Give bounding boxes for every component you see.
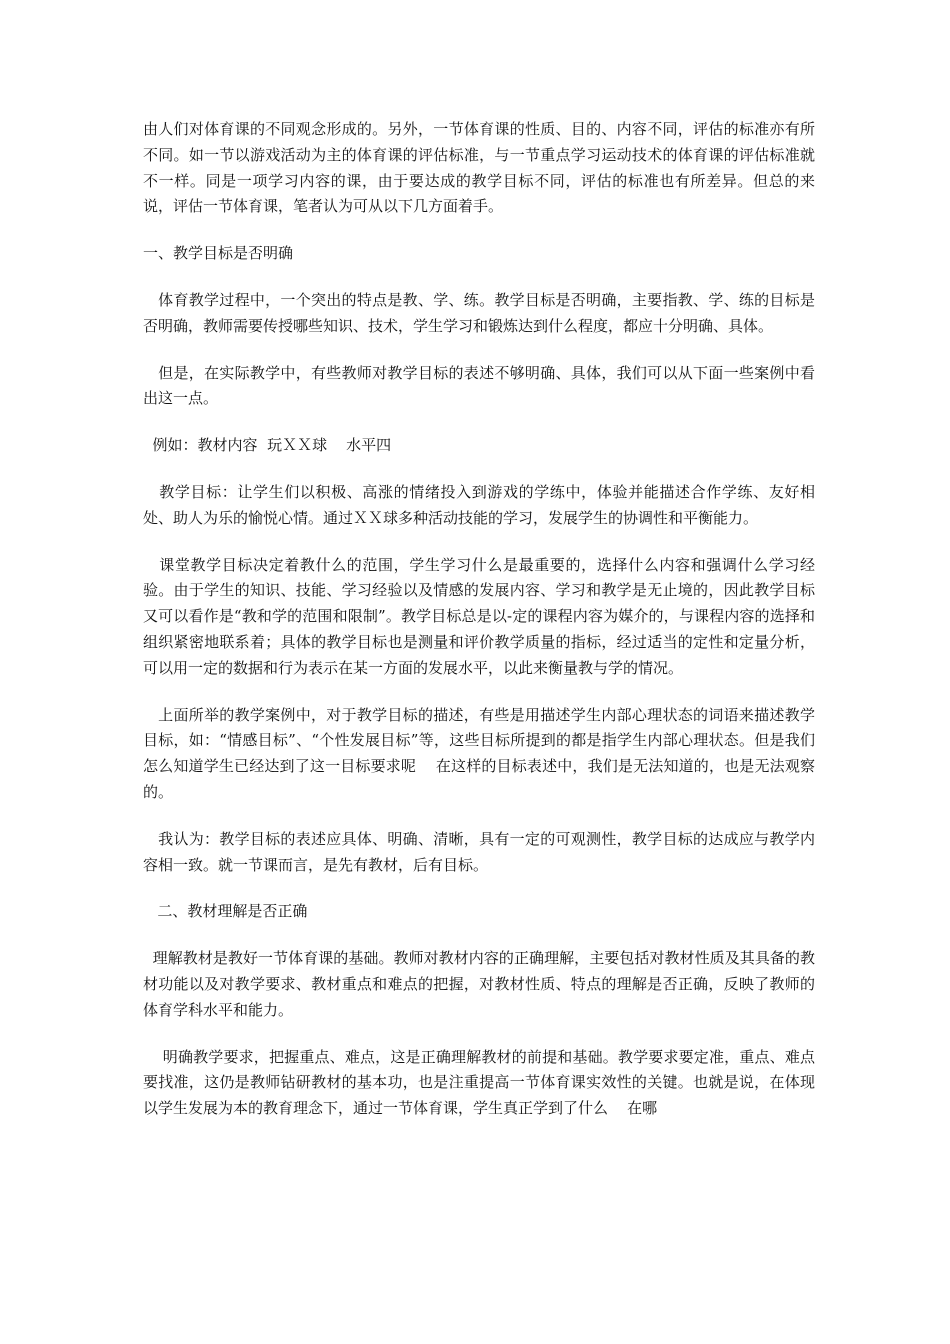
paragraph-example: 例如：教材内容 玩ＸＸ球 水平四 [143,436,392,455]
paragraph-gap [143,412,815,433]
paragraph-opinion: 我认为：教学目标的表述应具体、明确、清晰，具有一定的可观测性，教学目标的达成应与教学内容相一致。就一节课而言，是先有教材，后有目标。 [143,829,815,874]
paragraph-gap [143,878,815,899]
paragraph-gap [143,682,815,703]
paragraph-teaching-goal: 教学目标：让学生们以积极、高涨的情绪投入到游戏的学练中，体验并能描述合作学练、友好相处、助人为乐的愉悦心情。通过ＸＸ球多种活动技能的学习，发展学生的协调性和平衡能力。 [143,482,815,527]
paragraph-gap [143,532,815,553]
paragraph-practice-issue: 但是，在实际教学中，有些教师对教学目标的表述不够明确、具体，我们可以从下面一些案例中看出这一点。 [143,363,815,408]
paragraph-understanding: 理解教材是教好一节体育课的基础。教师对教材内容的正确理解，主要包括对教材性质及其具备的教材功能以及对教学要求、教材重点和难点的把握，对教材性质、特点的理解是否正确，反映了教师的体育学科水平和能力。 [143,949,815,1019]
paragraph-gap [143,459,815,480]
heading-section-1: 一、教学目标是否明确 [143,244,294,263]
paragraph-intro: 由人们对体育课的不同观念形成的。另外，一节体育课的性质、目的、内容不同，评估的标准亦有所不同。如一节以游戏活动为主的体育课的评估标准，与一节重点学习运动技术的体育课的评估标准就不一样。同是一项学习内容的课，由于要达成的教学目标不同，评估的标准也有所差异。但总的来说，评估一节体育课，笔者认为可从以下几方面着手。 [143,120,815,216]
paragraph-teaching-process: 体育教学过程中，一个突出的特点是教、学、练。教学目标是否明确，主要指教、学、练的目标是否明确，教师需要传授哪些知识、技术，学生学习和锻炼达到什么程度，都应十分明确、具体。 [143,290,815,335]
paragraph-classroom-goal: 课堂教学目标决定着教什么的范围，学生学习什么是最重要的，选择什么内容和强调什么学习经验。由于学生的知识、技能、学习经验以及情感的发展内容、学习和教学是无止境的，因此教学目标又可以看作是“教和学的范围和限制”。教学目标总是以-定的课程内容为媒介的，与课程内容的选择和组织紧密地联系着；具体的教学目标也是测量和评价教学质量的指标，经过适当的定性和定量分析，可以用一定的数据和行为表示在某一方面的发展水平，以此来衡量教与学的情况。 [143,555,815,677]
paragraph-gap [143,220,815,241]
document-page [143,117,815,1122]
paragraph-gap [143,1024,815,1045]
paragraph-gap [143,267,815,288]
heading-section-2: 二、教材理解是否正确 [143,902,308,921]
paragraph-case-analysis: 上面所举的教学案例中，对于教学目标的描述，有些是用描述学生内部心理状态的词语来描述教学目标，如：“情感目标”、“个性发展目标”等，这些目标所提到的都是指学生内部心理状态。但是我们怎么知道学生已经达到了这一目标要求呢 在这样的目标表述中，我们是无法知道的，也是无法观察的。 [143,705,815,801]
paragraph-gap [143,806,815,827]
paragraph-requirements: 明确教学要求，把握重点、难点，这是正确理解教材的前提和基础。教学要求要定准，重点、难点要找准，这仍是教师钻研教材的基本功，也是注重提高一节体育课实效性的关键。也就是说，在体现以学生发展为本的教育理念下，通过一节体育课，学生真正学到了什么 在哪 [143,1047,815,1118]
paragraph-gap [143,340,815,361]
paragraph-gap [143,925,815,946]
